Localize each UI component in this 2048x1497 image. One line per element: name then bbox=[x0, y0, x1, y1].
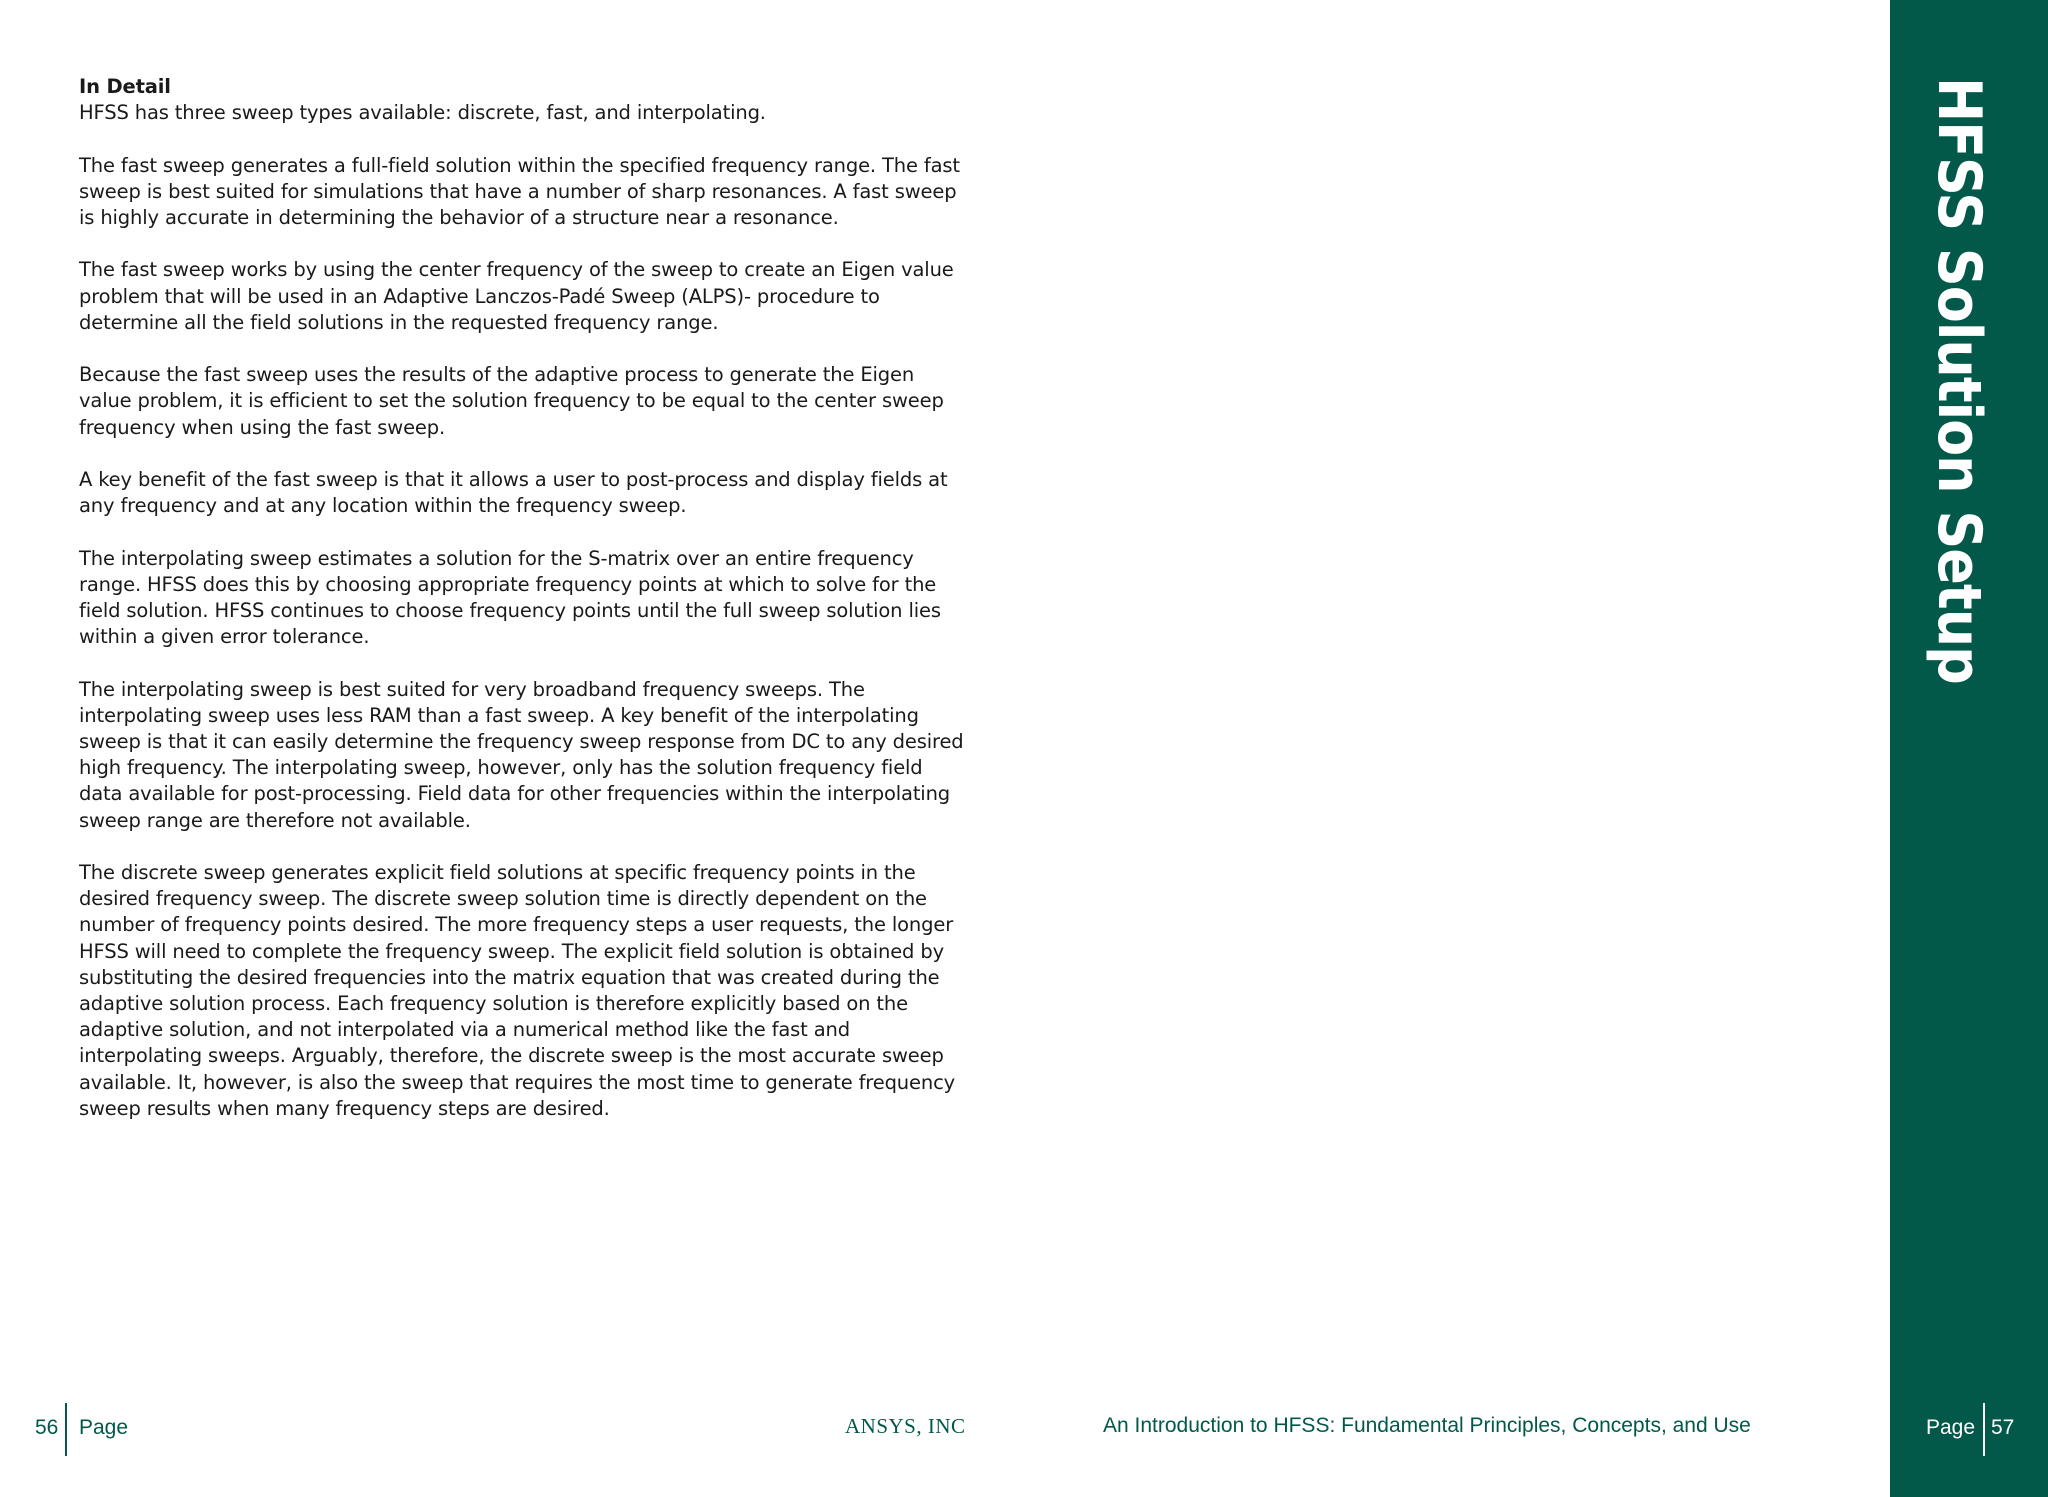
chapter-title: HFSS Solution Setup bbox=[1924, 77, 1994, 684]
left-page-label: Page bbox=[79, 1416, 129, 1439]
paragraph-fast-sweep-benefit: A key benefit of the fast sweep is that it allows a user to post-process and display fields at any frequency and at any location within the frequency sweep. bbox=[79, 467, 948, 518]
paragraph-interpolating-sweep-use: The interpolating sweep is best suited for very broadband frequency sweeps. The interpolating sweep uses less RAM than a fast sweep. A key benefit of the interpolating sweep is that it can easily determine the frequency sweep response from DC to any desired high frequency. The interpolating sweep, however, only has the solution frequency field data available for post-processing. Field data for other frequencies within the interpolating sweep range are therefore not available. bbox=[79, 677, 964, 832]
main-content bbox=[79, 74, 969, 1148]
right-page-divider bbox=[1983, 1403, 1985, 1456]
paragraph-interpolating-sweep: The interpolating sweep estimates a solution for the S-matrix over an entire frequency range. HFSS does this by choosing appropriate frequency points at which to solve for the field solution. HFSS continues to choose frequency points until the full sweep solution lies within a given error tolerance. bbox=[79, 546, 941, 649]
chapter-sidebar bbox=[1890, 0, 2048, 1497]
paragraph-discrete-sweep: The discrete sweep generates explicit field solutions at specific frequency points in the desired frequency sweep. The discrete sweep solution time is directly dependent on the number of frequency points desired. The more frequency steps a user requests, the longer HFSS will need to complete the frequency sweep. The explicit field solution is obtained by substituting the desired frequencies into the matrix equation that was created during the adaptive solution process. Each frequency solution is therefore explicitly based on the adaptive solution, and not interpolated via a numerical method like the fast and interpolating sweeps. Arguably, therefore, the discrete sweep is the most accurate sweep available. It, however, is also the sweep that requires the most time to generate frequency sweep results when many frequency steps are desired. bbox=[79, 860, 956, 1120]
company-name: ANSYS, INC bbox=[845, 1414, 966, 1438]
paragraph-intro: HFSS has three sweep types available: discrete, fast, and interpolating. bbox=[79, 101, 766, 125]
left-page-divider bbox=[65, 1403, 67, 1456]
paragraph-fast-sweep-method: The fast sweep works by using the center frequency of the sweep to create an Eigen value problem that will be used in an Adaptive Lanczos-Padé Sweep (ALPS)- procedure to determine all the field solutions in the requested frequency range. bbox=[79, 258, 954, 334]
paragraph-fast-sweep: The fast sweep generates a full-field solution within the specified frequency range. The fast sweep is best suited for simulations that have a number of sharp resonances. A fast sweep is highly accurate in determining the behavior of a structure near a resonance. bbox=[79, 153, 960, 229]
right-page-number: 57 bbox=[1991, 1416, 2015, 1439]
paragraph-fast-sweep-efficiency: Because the fast sweep uses the results of the adaptive process to generate the Eigen value problem, it is efficient to set the solution frequency to be equal to the center sweep frequency when using the fast sweep. bbox=[79, 363, 944, 439]
book-title: An Introduction to HFSS: Fundamental Principles, Concepts, and Use bbox=[1103, 1414, 1751, 1437]
right-page-label: Page bbox=[1926, 1416, 1976, 1439]
left-page-number: 56 bbox=[35, 1416, 59, 1439]
section-heading: In Detail bbox=[79, 75, 171, 98]
